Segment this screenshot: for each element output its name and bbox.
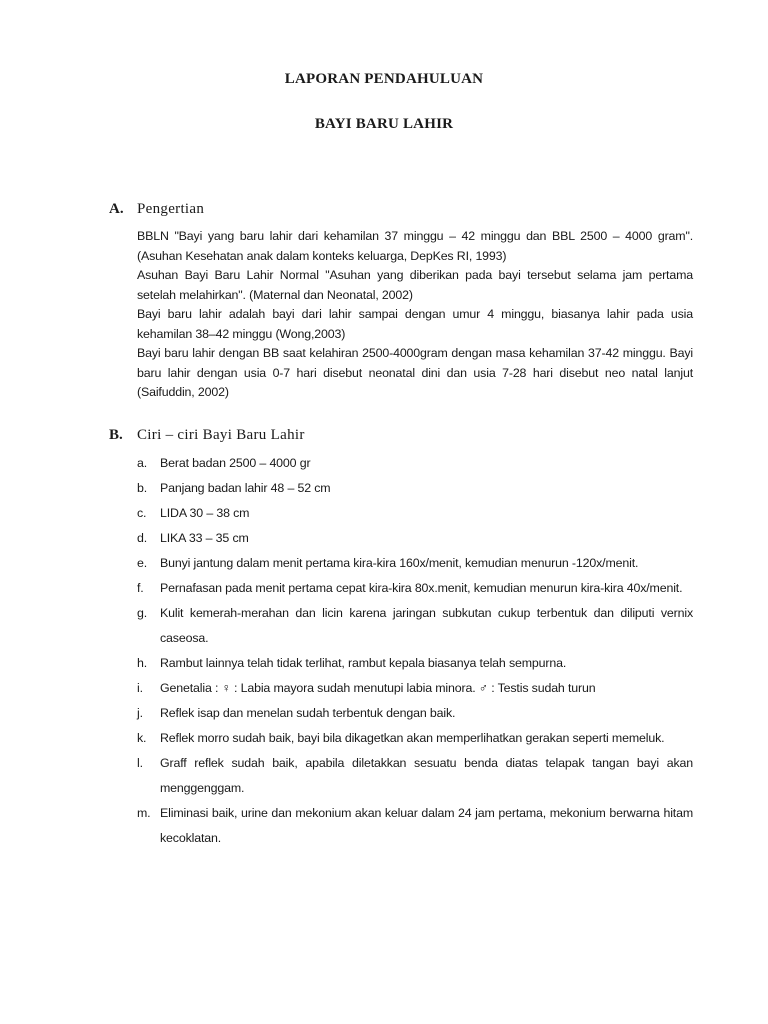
list-item-text: LIDA 30 – 38 cm: [160, 506, 250, 520]
list-item-text: LIKA 33 – 35 cm: [160, 531, 249, 545]
list-item-text: Bunyi jantung dalam menit pertama kira-kira 160x/menit, kemudian menurun -120x/menit.: [160, 556, 639, 570]
list-item-text: Reflek isap dan menelan sudah terbentuk dengan baik.: [160, 706, 456, 720]
list-marker: l.: [137, 756, 143, 770]
section-b-heading: [109, 427, 305, 444]
definition-paragraph: BBLN "Bayi yang baru lahir dari kehamilan 37 minggu – 42 minggu dan BBL 2500 – 4000 gram". (Asuhan Kesehatan anak dalam konteks keluarga, DepKes RI, 1993): [137, 229, 693, 263]
list-item-text: Berat badan 2500 – 4000 gr: [160, 456, 311, 470]
list-item: [137, 526, 693, 551]
document-subtitle: BAYI BARU LAHIR: [314, 116, 454, 132]
list-marker: e.: [137, 556, 148, 570]
list-item-text: Eliminasi baik, urine dan mekonium akan keluar dalam 24 jam pertama, mekonium berwarna hitam kecoklatan.: [160, 806, 693, 845]
list-marker: i.: [137, 681, 143, 695]
list-marker: a.: [137, 456, 148, 470]
section-a-title: Pengertian: [137, 201, 205, 217]
list-item-text: Genetalia : ♀ : Labia mayora sudah menutupi labia minora. ♂ : Testis sudah turun: [160, 681, 596, 695]
list-item: [137, 601, 693, 651]
list-item-text: Pernafasan pada menit pertama cepat kira-kira 80x.menit, kemudian menurun kira-kira 40x/menit.: [160, 581, 683, 595]
list-item: [137, 726, 693, 751]
list-marker: j.: [137, 706, 143, 720]
list-marker: g.: [137, 606, 148, 620]
list-item-text: Rambut lainnya telah tidak terlihat, rambut kepala biasanya telah sempurna.: [160, 656, 567, 670]
section-a-body: [137, 227, 693, 403]
list-item-text: Reflek morro sudah baik, bayi bila dikagetkan akan memperlihatkan gerakan seperti memeluk.: [160, 731, 665, 745]
list-item-text: Kulit kemerah-merahan dan licin karena jaringan subkutan cukup terbentuk dan diliputi vernix caseosa.: [160, 606, 693, 645]
section-a-heading: [109, 201, 204, 218]
section-b-title: Ciri – ciri Bayi Baru Lahir: [137, 427, 305, 443]
list-marker: k.: [137, 731, 147, 745]
list-item: [137, 651, 693, 676]
section-a-letter: A.: [109, 201, 124, 217]
list-item: [137, 676, 693, 701]
list-item: [137, 501, 693, 526]
list-item: [137, 801, 693, 851]
list-marker: h.: [137, 656, 148, 670]
list-marker: c.: [137, 506, 147, 520]
characteristics-list: [137, 451, 693, 851]
list-item: [137, 576, 693, 601]
list-item-text: Graff reflek sudah baik, apabila diletakkan sesuatu benda diatas telapak tangan bayi akan menggenggam.: [160, 756, 693, 795]
list-marker: f.: [137, 581, 144, 595]
definition-paragraph: Bayi baru lahir dengan BB saat kelahiran 2500-4000gram dengan masa kehamilan 37-42 minggu. Bayi baru lahir dengan usia 0-7 hari disebut neonatal dini dan usia 7-28 hari disebut neo natal lanjut (Saifuddin, 2002): [137, 346, 693, 399]
list-item: [137, 476, 693, 501]
section-b-letter: B.: [109, 427, 123, 443]
document-title: LAPORAN PENDAHULUAN: [284, 71, 484, 87]
definition-paragraph: Asuhan Bayi Baru Lahir Normal "Asuhan yang diberikan pada bayi tersebut selama jam pertama setelah melahirkan". (Maternal dan Neonatal, 2002): [137, 268, 693, 302]
definition-paragraph: Bayi baru lahir adalah bayi dari lahir sampai dengan umur 4 minggu, biasanya lahir pada usia kehamilan 38–42 minggu (Wong,2003): [137, 307, 693, 341]
list-item-text: Panjang badan lahir 48 – 52 cm: [160, 481, 331, 495]
list-marker: m.: [137, 806, 151, 820]
list-item: [137, 551, 693, 576]
list-marker: b.: [137, 481, 148, 495]
list-marker: d.: [137, 531, 148, 545]
list-item: [137, 701, 693, 726]
list-item: [137, 451, 693, 476]
list-item: [137, 751, 693, 801]
